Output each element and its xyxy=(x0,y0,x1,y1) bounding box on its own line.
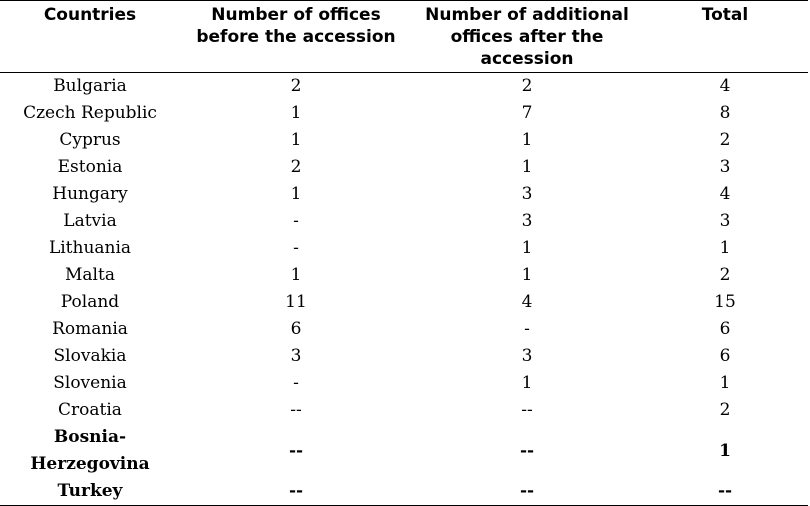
cell-country: Malta xyxy=(65,265,115,285)
cell-total: 8 xyxy=(719,103,731,123)
table-header xyxy=(0,1,808,73)
cell-offices-additional: 1 xyxy=(521,130,533,150)
cell-country: Poland xyxy=(60,292,120,312)
cell-total: -- xyxy=(717,481,733,501)
table-row xyxy=(0,208,808,235)
cell-total: 1 xyxy=(719,373,731,393)
cell-offices-before: 1 xyxy=(290,103,302,123)
cell-country: Bosnia-Herzegovina xyxy=(30,427,150,474)
cell-offices-before: -- xyxy=(288,481,304,501)
cell-total: 15 xyxy=(714,292,736,312)
table-row xyxy=(0,154,808,181)
table-row xyxy=(0,478,808,506)
cell-offices-before: 2 xyxy=(290,76,302,96)
cell-total: 3 xyxy=(719,157,731,177)
header-countries: Countries xyxy=(43,5,137,25)
cell-offices-before: - xyxy=(293,373,299,393)
cell-country: Slovakia xyxy=(53,346,127,366)
cell-offices-additional: - xyxy=(524,319,530,339)
header-total: Total xyxy=(701,5,749,25)
cell-total: 2 xyxy=(719,265,731,285)
cell-total: 4 xyxy=(719,184,731,204)
cell-total: 6 xyxy=(719,346,731,366)
header-offices-before: Number of offices before the accession xyxy=(196,5,396,47)
table-row xyxy=(0,181,808,208)
cell-total: 6 xyxy=(719,319,731,339)
cell-offices-before: -- xyxy=(288,440,304,461)
cell-offices-additional: 1 xyxy=(521,373,533,393)
table-body xyxy=(0,73,808,506)
cell-offices-before: 11 xyxy=(285,292,307,312)
cell-offices-additional: -- xyxy=(519,440,535,461)
cell-offices-before: 1 xyxy=(290,184,302,204)
table-row xyxy=(0,262,808,289)
cell-country: Turkey xyxy=(57,481,123,501)
cell-total: 2 xyxy=(719,130,731,150)
cell-offices-additional: 1 xyxy=(521,265,533,285)
cell-offices-before: 1 xyxy=(290,265,302,285)
cell-offices-additional: 4 xyxy=(521,292,533,312)
cell-country: Romania xyxy=(52,319,128,339)
cell-offices-before: - xyxy=(293,211,299,231)
table-row xyxy=(0,289,808,316)
table-row xyxy=(0,127,808,154)
cell-offices-before: 1 xyxy=(290,130,302,150)
table-row xyxy=(0,424,808,478)
cell-offices-before: -- xyxy=(290,400,302,420)
cell-offices-before: 3 xyxy=(290,346,302,366)
cell-offices-additional: 1 xyxy=(521,157,533,177)
cell-offices-additional: 1 xyxy=(521,238,533,258)
table-row xyxy=(0,316,808,343)
table-row xyxy=(0,370,808,397)
cell-offices-additional: 3 xyxy=(521,346,533,366)
cell-offices-additional: 2 xyxy=(521,76,533,96)
table-row xyxy=(0,235,808,262)
header-row xyxy=(0,1,808,73)
cell-offices-before: 2 xyxy=(290,157,302,177)
table-row xyxy=(0,100,808,127)
cell-country: Estonia xyxy=(57,157,123,177)
cell-country: Lithuania xyxy=(48,238,132,258)
cell-total: 4 xyxy=(719,76,731,96)
cell-total: 3 xyxy=(719,211,731,231)
cell-country: Slovenia xyxy=(53,373,127,393)
cell-offices-before: 6 xyxy=(290,319,302,339)
table-row xyxy=(0,73,808,101)
table-row xyxy=(0,397,808,424)
cell-offices-additional: 3 xyxy=(521,211,533,231)
cell-offices-additional: 3 xyxy=(521,184,533,204)
table-row xyxy=(0,343,808,370)
cell-country: Cyprus xyxy=(59,130,121,150)
header-offices-additional: Number of additional offices after the accession xyxy=(425,5,629,69)
cell-country: Bulgaria xyxy=(53,76,127,96)
cell-total: 1 xyxy=(719,440,731,461)
cell-total: 1 xyxy=(719,238,731,258)
cell-country: Latvia xyxy=(63,211,117,231)
cell-country: Hungary xyxy=(52,184,128,204)
cell-offices-additional: 7 xyxy=(521,103,533,123)
cell-offices-additional: -- xyxy=(519,481,535,501)
cell-offices-additional: -- xyxy=(521,400,533,420)
cell-country: Czech Republic xyxy=(23,103,157,123)
cell-total: 2 xyxy=(719,400,731,420)
cell-country: Croatia xyxy=(58,400,122,420)
cell-offices-before: - xyxy=(293,238,299,258)
